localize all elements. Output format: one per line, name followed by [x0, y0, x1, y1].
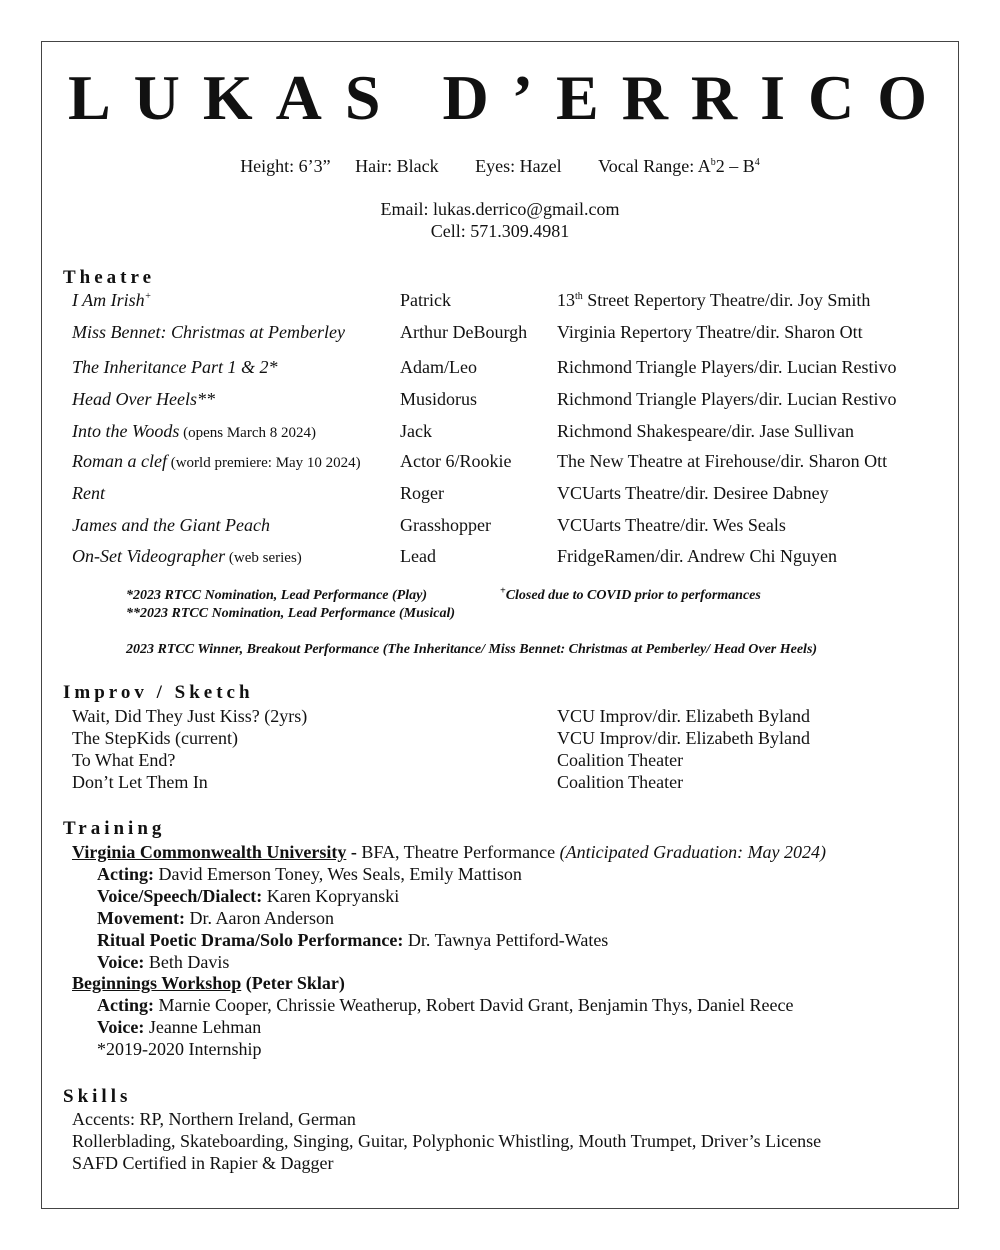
company: VCUarts Theatre/dir. Wes Seals: [557, 515, 786, 535]
role: Lead: [400, 546, 436, 566]
improv-heading: Improv / Sketch: [63, 682, 254, 703]
internship-note: *2019-2020 Internship: [97, 1039, 262, 1059]
role: Roger: [400, 483, 444, 503]
skill-line: Rollerblading, Skateboarding, Singing, Guitar, Polyphonic Whistling, Mouth Trumpet, Driver’s License: [72, 1131, 822, 1151]
instructor-line: Voice/Speech/Dialect: Karen Kopryanski: [97, 886, 400, 906]
theatre-credit-row: [0, 357, 1000, 381]
vocal-range-stat: Vocal Range: $A^b2 - B^4$: [598, 156, 760, 176]
instructor-line: Acting: Marnie Cooper, Chrissie Weatherup, Robert David Grant, Benjamin Thys, Daniel Reece: [97, 995, 794, 1015]
improv-venue: VCU Improv/dir. Elizabeth Byland: [557, 728, 810, 748]
show-title: Miss Bennet: Christmas at Pemberley: [72, 322, 345, 342]
company: The New Theatre at Firehouse/dir. Sharon Ott: [557, 451, 888, 471]
role: Actor 6/Rookie: [400, 451, 512, 471]
theatre-credit-row: [0, 515, 1000, 539]
skill-line: Accents: RP, Northern Ireland, German: [72, 1109, 356, 1129]
physical-stats: [0, 156, 1000, 177]
theatre-credit-row: [0, 389, 1000, 413]
theatre-heading: Theatre: [63, 267, 156, 288]
height-stat: Height: 6’3”: [240, 156, 331, 176]
skill-line: SAFD Certified in Rapier & Dagger: [72, 1153, 334, 1173]
skills-heading: Skills: [63, 1086, 132, 1107]
show-title: Head Over Heels**: [72, 389, 215, 409]
company: Richmond Triangle Players/dir. Lucian Restivo: [557, 357, 897, 377]
show-title: James and the Giant Peach: [72, 515, 270, 535]
show-title: The Inheritance Part 1 & 2*: [72, 357, 278, 377]
show-title: Roman a clef (world premiere: May 10 2024): [72, 451, 361, 471]
company: Richmond Shakespeare/dir. Jase Sullivan: [557, 421, 854, 441]
vcu-line: Virginia Commonwealth University - BFA, Theatre Performance (Anticipated Graduation: May 2024): [72, 842, 827, 862]
instructor-line: Movement: Dr. Aaron Anderson: [97, 908, 334, 928]
workshop-line: Beginnings Workshop (Peter Sklar): [72, 973, 345, 993]
instructor-line: Ritual Poetic Drama/Solo Performance: Dr. Tawnya Pettiford-Wates: [97, 930, 609, 950]
footnote-covid: +Closed due to COVID prior to performances: [500, 585, 761, 603]
theatre-credit-row: [0, 546, 1000, 570]
instructor-line: Voice: Jeanne Lehman: [97, 1017, 262, 1037]
instructor-line: Voice: Beth Davis: [97, 952, 230, 972]
eyes-stat: Eyes: Hazel: [475, 156, 562, 176]
show-title: Into the Woods (opens March 8 2024): [72, 421, 316, 441]
role: Musidorus: [400, 389, 478, 409]
role: Adam/Leo: [400, 357, 477, 377]
improv-show: The StepKids (current): [72, 728, 238, 748]
role: Jack: [400, 421, 432, 441]
hair-stat: Hair: Black: [355, 156, 439, 176]
role: Arthur DeBourgh: [400, 322, 528, 342]
theatre-credit-row: [0, 421, 1000, 445]
company: Richmond Triangle Players/dir. Lucian Restivo: [557, 389, 897, 409]
show-title: On-Set Videographer (web series): [72, 546, 302, 566]
improv-venue: VCU Improv/dir. Elizabeth Byland: [557, 706, 810, 726]
instructor-line: Acting: David Emerson Toney, Wes Seals, Emily Mattison: [97, 864, 522, 884]
role: Grasshopper: [400, 515, 491, 535]
company: Virginia Repertory Theatre/dir. Sharon Ott: [557, 322, 863, 342]
company: VCUarts Theatre/dir. Desiree Dabney: [557, 483, 829, 503]
improv-venue: Coalition Theater: [557, 772, 684, 792]
theatre-credit-row: [0, 322, 1000, 346]
role: Patrick: [400, 290, 451, 310]
improv-show: To What End?: [72, 750, 176, 770]
training-heading: Training: [63, 818, 166, 839]
workshop-name: Beginnings Workshop: [72, 973, 242, 993]
actor-name: LUKAS D’ERRICO: [67, 62, 951, 133]
show-title: Rent: [72, 483, 105, 503]
award-line: 2023 RTCC Winner, Breakout Performance (The Inheritance/ Miss Bennet: Christmas at Pemberley/ Head Over Heels): [126, 642, 818, 657]
improv-show: Don’t Let Them In: [72, 772, 208, 792]
theatre-credit-row: [0, 483, 1000, 507]
theatre-credit-row: [0, 290, 1000, 314]
company: FridgeRamen/dir. Andrew Chi Nguyen: [557, 546, 837, 566]
vcu-school-name: Virginia Commonwealth University: [72, 842, 347, 862]
company: 13th Street Repertory Theatre/dir. Joy Smith: [557, 290, 871, 310]
footnote-musical: **2023 RTCC Nomination, Lead Performance (Musical): [126, 606, 455, 621]
cell-line: Cell: 571.309.4981: [430, 221, 570, 241]
footnote-play: *2023 RTCC Nomination, Lead Performance (Play): [126, 588, 427, 603]
theatre-credit-row: [0, 451, 1000, 475]
improv-venue: Coalition Theater: [557, 750, 684, 770]
email-line[interactable]: Email: lukas.derrico@gmail.com: [380, 199, 620, 219]
show-title: I Am Irish+: [72, 290, 152, 310]
improv-show: Wait, Did They Just Kiss? (2yrs): [72, 706, 308, 726]
